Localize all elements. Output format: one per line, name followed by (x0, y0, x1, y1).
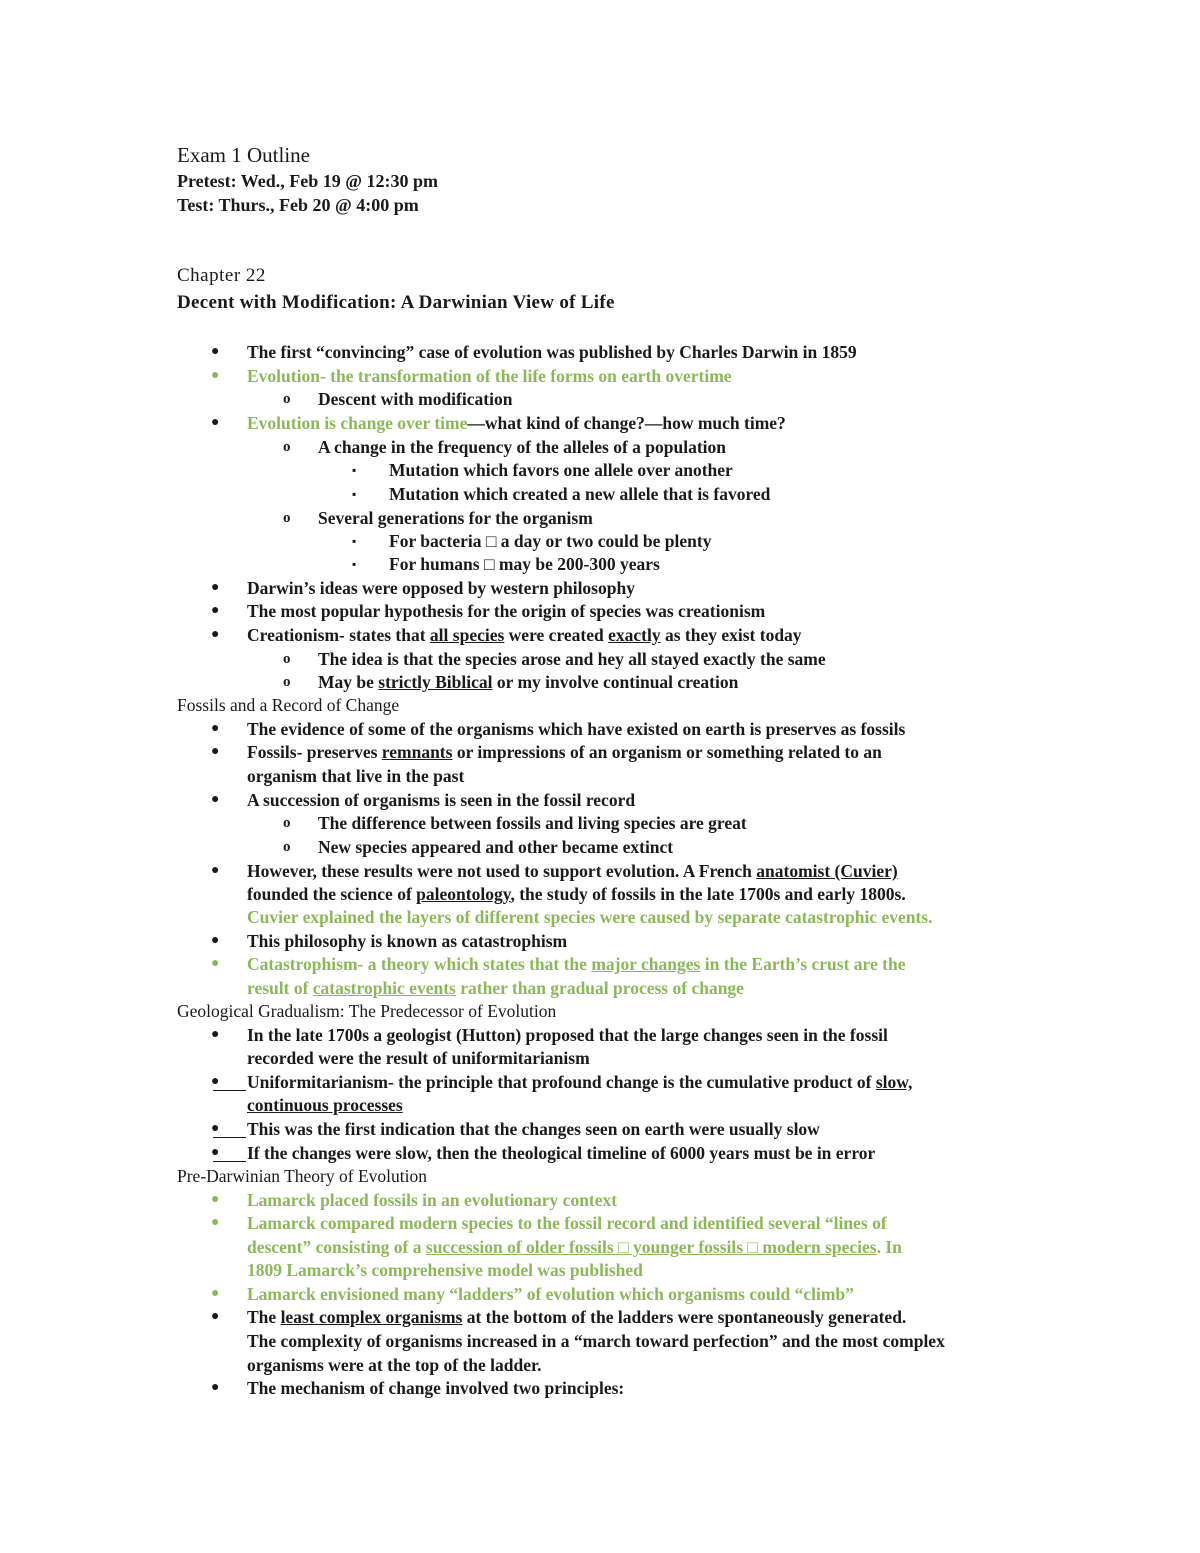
list-item: The idea is that the species arose and hey all stayed exactly the same (318, 649, 826, 669)
text: May be (318, 672, 379, 692)
pretest-date: Pretest: Wed., Feb 19 @ 12:30 pm (177, 171, 439, 191)
bullet: ● (211, 1380, 220, 1395)
sub-bullet: o (283, 674, 291, 690)
bullet: ● (211, 603, 220, 618)
list-item-continuation: 1809 Lamarck’s comprehensive model was published (247, 1260, 643, 1280)
bullet: ● (211, 956, 220, 971)
bullet: ● (211, 933, 220, 948)
list-item: This was the first indication that the changes seen on earth were usually slow (247, 1119, 820, 1139)
bullet-underline (213, 1137, 246, 1138)
list-item-continuation (247, 883, 906, 905)
list-item: For humans □ may be 200-300 years (389, 554, 660, 574)
text: Catastrophism- a theory which states that the (247, 954, 592, 974)
list-item (247, 412, 786, 434)
underlined-text: succession of older fossils □ younger fossils □ modern species (425, 1237, 877, 1257)
list-item: In the late 1700s a geologist (Hutton) proposed that the large changes seen in the fossil (247, 1025, 888, 1045)
bullet: ● (211, 344, 220, 359)
square-bullet: ▪ (352, 557, 357, 571)
text: Creationism- states that (247, 625, 430, 645)
list-item (247, 741, 882, 763)
green-text: Evolution is change over time (247, 413, 468, 433)
list-item (247, 860, 898, 882)
text: —what kind of change?—how much time? (467, 413, 786, 433)
sub-bullet: o (283, 439, 291, 455)
bullet: ● (211, 1121, 220, 1136)
text: result of (247, 978, 313, 998)
bullet: ● (211, 1074, 220, 1089)
test-date: Test: Thurs., Feb 20 @ 4:00 pm (177, 195, 419, 215)
list-item: Lamarck placed fossils in an evolutionary context (247, 1190, 618, 1210)
underlined-text: strictly Biblical (378, 672, 493, 692)
text: , the study of fossils in the late 1700s and early 1800s. (510, 884, 906, 904)
list-item-continuation: The complexity of organisms increased in a “march toward perfection” and the most complex (247, 1331, 945, 1351)
list-item (247, 624, 802, 646)
sub-bullet: o (283, 391, 291, 407)
list-item-continuation (247, 977, 744, 999)
text: . In (876, 1237, 902, 1257)
underlined-text: exactly (608, 625, 661, 645)
list-item: The most popular hypothesis for the origin of species was creationism (247, 601, 766, 621)
underlined-text: remnants (381, 742, 453, 762)
underlined-text: least complex organisms (280, 1307, 463, 1327)
list-item: The evidence of some of the organisms which have existed on earth is preserves as fossils (247, 719, 906, 739)
sub-bullet: o (283, 839, 291, 855)
list-item-continuation: continuous processes (247, 1095, 403, 1115)
list-item: A change in the frequency of the alleles of a population (318, 437, 727, 457)
list-item-continuation: organisms were at the top of the ladder. (247, 1355, 542, 1375)
bullet: ● (211, 1027, 220, 1042)
text: Uniformitarianism- the principle that profound change is the cumulative product of (247, 1072, 876, 1092)
list-item-continuation: Cuvier explained the layers of different species were caused by separate catastrophic events. (247, 907, 933, 927)
bullet: ● (211, 368, 220, 383)
text: or impressions of an organism or something related to an (452, 742, 882, 762)
list-item: New species appeared and other became extinct (318, 837, 674, 857)
square-bullet: ▪ (352, 487, 357, 501)
section-heading: Geological Gradualism: The Predecessor of Evolution (177, 1001, 557, 1021)
bullet-underline (213, 1161, 246, 1162)
list-item: If the changes were slow, then the theological timeline of 6000 years must be in error (247, 1143, 876, 1163)
list-item: Darwin’s ideas were opposed by western philosophy (247, 578, 635, 598)
bullet: ● (211, 580, 220, 595)
sub-bullet: o (283, 651, 291, 667)
list-item: The mechanism of change involved two principles: (247, 1378, 625, 1398)
list-item: Evolution- the transformation of the life forms on earth overtime (247, 366, 732, 386)
bullet: ● (211, 721, 220, 736)
bullet: ● (211, 1145, 220, 1160)
section-heading: Fossils and a Record of Change (177, 695, 400, 715)
list-item: Mutation which created a new allele that is favored (389, 484, 771, 504)
list-item: For bacteria □ a day or two could be plenty (389, 531, 712, 551)
square-bullet: ▪ (352, 463, 357, 477)
chapter-label: Chapter 22 (177, 265, 266, 286)
list-item: Lamarck envisioned many “ladders” of evolution which organisms could “climb” (247, 1284, 854, 1304)
bullet: ● (211, 1309, 220, 1324)
list-item-continuation (247, 1236, 902, 1258)
underlined-text: all species (429, 625, 505, 645)
sub-bullet: o (283, 815, 291, 831)
bullet: ● (211, 744, 220, 759)
text: in the Earth’s crust are the (700, 954, 906, 974)
list-item-continuation: recorded were the result of uniformitarianism (247, 1048, 590, 1068)
square-bullet: ▪ (352, 534, 357, 548)
text: descent” consisting of a (247, 1237, 426, 1257)
section-heading: Pre-Darwinian Theory of Evolution (177, 1166, 427, 1186)
document-title: Exam 1 Outline (177, 143, 310, 167)
list-item: Descent with modification (318, 389, 513, 409)
text: Fossils- preserves (247, 742, 382, 762)
underlined-text: slow, (875, 1072, 913, 1092)
list-item (247, 953, 905, 975)
text: founded the science of (247, 884, 417, 904)
list-item (247, 1306, 906, 1328)
bullet-underline (213, 1090, 246, 1091)
text: as they exist today (660, 625, 802, 645)
chapter-subtitle: Decent with Modification: A Darwinian View of Life (177, 292, 615, 313)
bullet: ● (211, 1215, 220, 1230)
bullet: ● (211, 1192, 220, 1207)
text: were created (504, 625, 609, 645)
text: The (247, 1307, 281, 1327)
text: or my involve continual creation (492, 672, 739, 692)
list-item: A succession of organisms is seen in the fossil record (247, 790, 636, 810)
text: at the bottom of the ladders were spontaneously generated. (462, 1307, 907, 1327)
list-item: Mutation which favors one allele over another (389, 460, 733, 480)
list-item: This philosophy is known as catastrophism (247, 931, 568, 951)
bullet: ● (211, 627, 220, 642)
underlined-text: catastrophic events (312, 978, 456, 998)
bullet: ● (211, 792, 220, 807)
list-item: Several generations for the organism (318, 508, 593, 528)
underlined-text: anatomist (Cuvier) (756, 861, 898, 881)
list-item (318, 671, 738, 693)
list-item (247, 1071, 912, 1093)
bullet: ● (211, 415, 220, 430)
text: rather than gradual process of change (455, 978, 744, 998)
sub-bullet: o (283, 510, 291, 526)
list-item: Lamarck compared modern species to the fossil record and identified several “lines of (247, 1213, 887, 1233)
underlined-text: major changes (591, 954, 701, 974)
underlined-text: paleontology (416, 884, 511, 904)
list-item-continuation: organism that live in the past (247, 766, 465, 786)
text: However, these results were not used to support evolution. A French (247, 861, 757, 881)
list-item: The difference between fossils and living species are great (318, 813, 747, 833)
list-item: The first “convincing” case of evolution was published by Charles Darwin in 1859 (247, 342, 857, 362)
bullet: ● (211, 1286, 220, 1301)
bullet: ● (211, 863, 220, 878)
